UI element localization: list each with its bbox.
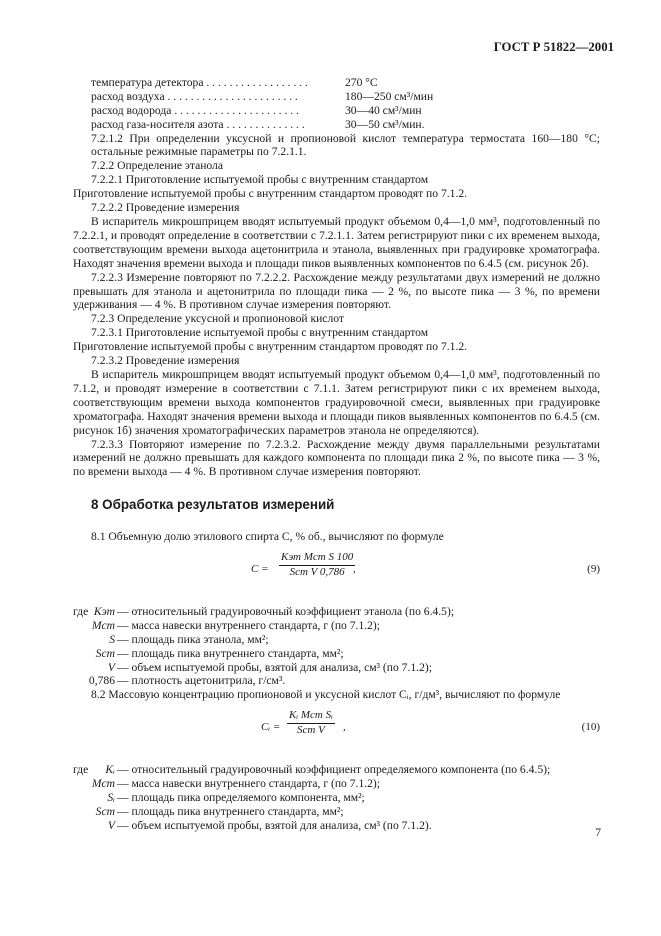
parameter-row (91, 118, 600, 132)
definition-row (73, 777, 600, 791)
parameter-row (91, 90, 600, 104)
subheading-7-2-3-1: 7.2.3.1 Приготовление испытуемой пробы с внутренним стандартом (91, 326, 429, 340)
subheading-7-2-2-2: 7.2.2.2 Проведение измерения (91, 201, 240, 215)
formula-9-denominator: Sст V 0,786 (289, 565, 345, 578)
definition-text: — масса навески внутреннего стандарта, г (по 7.1.2); (117, 618, 381, 632)
definition-row (73, 674, 600, 688)
subheading-7-2-3: 7.2.3 Определение уксусной и пропионовой кислот (91, 312, 344, 326)
parameter-name: расход водорода (91, 103, 172, 117)
definition-text: — площадь пика этанола, мм²; (117, 632, 269, 646)
definition-text: — масса навески внутреннего стандарта, г (по 7.1.2); (117, 777, 381, 791)
definition-symbol: Mст (91, 777, 115, 791)
paragraph-7-2-1-2: 7.2.1.2 При определении уксусной и пропионовой кислот температура термостата 160—180 °С; остальные режимные параметры по 7.2.1.1. (91, 131, 600, 159)
formula-10-denominator: Sст V (297, 724, 325, 737)
parameter-dots: . . . . . . . . . . . . . . . . . . . . . . . (164, 89, 298, 103)
formula-9-lhs: C = (251, 563, 269, 576)
subheading-7-2-2: 7.2.2 Определение этанола (91, 159, 223, 173)
definition-text: — объем испытуемой пробы, взятой для анализа, см³ (по 7.1.2). (117, 818, 432, 832)
paragraph-7-2-2-3: 7.2.2.3 Измерение повторяют по 7.2.2.2. Расхождение между результатами двух измерений не должно превышать для этанола и ацетонитрила по площади пика — 2 %, по высоте пика — 3 %, по времени удерживания — 4 %. В противном случае измерения повторяют. (73, 270, 600, 312)
paragraph-8-1: 8.1 Объемную долю этилового спирта С, % об., вычисляют по формуле (91, 530, 444, 544)
definition-text: — относительный градуировочный коэффициент этанола (по 6.4.5); (117, 605, 455, 619)
definition-row (73, 819, 600, 833)
formula-9-numerator: Kэт Mст S 100 (279, 551, 355, 566)
formula-10-tail: , (343, 721, 346, 734)
parameter-dots: . . . . . . . . . . . . . . . . . . (203, 76, 308, 89)
parameter-name: расход газа-носителя азота (91, 117, 224, 131)
definition-text: — относительный градуировочный коэффициент определяемого компонента (по 6.4.5); (117, 763, 551, 777)
main-content (73, 76, 600, 833)
definition-symbol: 0,786 (88, 674, 115, 688)
definition-symbol: V (107, 818, 115, 832)
definition-row (73, 605, 600, 619)
paragraph-7-2-3-1-text: Приготовление испытуемой пробы с внутренним стандартом проводят по 7.1.2. (73, 340, 468, 354)
formula-10-numerator: Kᵢ Mст Sᵢ (287, 709, 335, 724)
definition-symbol: Mст (91, 618, 115, 632)
formula-10-lhs: Cᵢ = (261, 721, 281, 734)
definition-symbol: Kᵢ (105, 763, 115, 777)
parameter-value: 30—40 см³/мин (345, 103, 422, 117)
parameter-dots: . . . . . . . . . . . . . . (223, 117, 305, 131)
definition-prefix: где (73, 605, 89, 619)
definition-prefix: где (73, 763, 89, 777)
page-number: 7 (595, 826, 601, 839)
definition-row (73, 661, 600, 675)
subheading-7-2-3-2: 7.2.3.2 Проведение измерения (91, 354, 240, 368)
definition-symbol: Sст (95, 646, 115, 660)
parameter-list (91, 76, 600, 132)
definition-symbol: Sст (95, 804, 115, 818)
formula-10-number: (10) (581, 721, 600, 734)
paragraph-7-2-2-1-text: Приготовление испытуемой пробы с внутренним стандартом проводят по 7.1.2. (73, 187, 468, 201)
parameter-row (91, 76, 600, 90)
formula-10 (91, 709, 600, 757)
definition-symbol: V (107, 660, 115, 674)
definition-row (73, 619, 600, 633)
definition-symbol: S (109, 632, 115, 646)
definition-row (73, 763, 600, 777)
definition-symbol: Sᵢ (107, 791, 115, 805)
formula-9-definitions (73, 605, 600, 688)
parameter-value: 30—50 см³/мин. (345, 117, 425, 131)
definition-row (73, 647, 600, 661)
definition-row (73, 791, 600, 805)
parameter-row (91, 104, 600, 118)
formula-9-tail: , (353, 563, 356, 576)
document-id-header: ГОСТ Р 51822—2001 (493, 40, 614, 54)
paragraph-8-2: 8.2 Массовую концентрацию пропионовой и уксусной кислот Сᵢ, г/дм³, вычисляют по формуле (91, 688, 561, 702)
definition-symbol: Kэт (93, 605, 115, 619)
formula-9 (91, 551, 600, 599)
parameter-value: 180—250 см³/мин (345, 89, 434, 103)
definition-row (73, 805, 600, 819)
paragraph-7-2-3-2-text: В испаритель микрошприцем вводят испытуемый продукт объемом 0,4—1,0 мм³, подготовленный по 7.1.2, и проводят измерение в соответствии с 7.1.1. Затем регистрируют пики с их временем выхода, соответствующим времени выхода компонентов градуировочной смеси, выявленных при градуировке хроматографа. Находят значения времени выхода и площади пиков выявленных компонентов по 6.4.5 (см. рисунок 1б) значения хроматографических параметров этанола не определяются). (73, 367, 600, 437)
formula-10-definitions (73, 763, 600, 832)
parameter-value: 270 °С (345, 76, 378, 89)
formula-10-fraction (287, 709, 335, 738)
formula-9-fraction (279, 551, 355, 580)
formula-9-number: (9) (587, 563, 600, 576)
section-8-heading: 8 Обработка результатов измерений (91, 497, 335, 513)
parameter-name: температура детектора (91, 76, 204, 89)
paragraph-7-2-3-3: 7.2.3.3 Повторяют измерение по 7.2.3.2. Расхождение между двумя параллельными результатами измерений не должно превышать для каждого компонента по площади пика 2 %, по высоте пика — 3 %, по времени выхода — 4 %. В противном случае измерения повторяют. (73, 437, 600, 479)
parameter-name: расход воздуха (91, 89, 165, 103)
definition-text: — плотность ацетонитрила, г/см³. (117, 674, 286, 688)
definition-text: — объем испытуемой пробы, взятой для анализа, см³ (по 7.1.2); (117, 660, 432, 674)
definition-row (73, 633, 600, 647)
subheading-7-2-2-1: 7.2.2.1 Приготовление испытуемой пробы с внутренним стандартом (91, 173, 429, 187)
paragraph-7-2-2-2-text: В испаритель микрошприцем вводят испытуемый продукт объемом 0,4—1,0 мм³, подготовленный по 7.2.2.1, и проводят определение в соответствии с 7.2.1.1. Затем регистрируют пики с их временем выхода, соответствующим времени выхода ацетонитрила и этанола, выявленных при градуировке хроматографа. Находят значения времени выхода и площади пиков выявленных компонентов по 6.4.5 (см. рисунок 2б). (73, 215, 600, 270)
definition-text: — площадь пика внутреннего стандарта, мм²; (117, 646, 344, 660)
definition-text: — площадь пика внутреннего стандарта, мм²; (117, 804, 344, 818)
parameter-dots: . . . . . . . . . . . . . . . . . . . . . . (171, 103, 299, 117)
definition-text: — площадь пика определяемого компонента, мм²; (117, 791, 365, 805)
